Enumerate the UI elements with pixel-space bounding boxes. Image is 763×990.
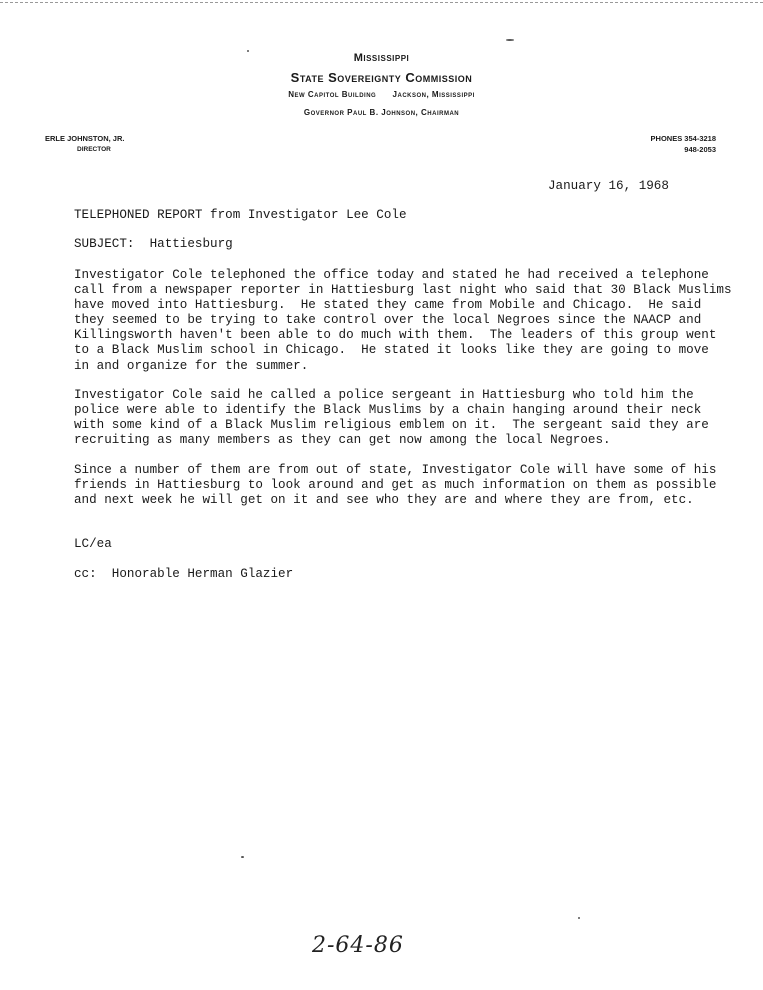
letterhead-state: Mississippi — [353, 52, 410, 64]
director-title: DIRECTOR — [77, 146, 111, 153]
letterhead-governor: Governor Paul B. Johnson, Chairman — [303, 108, 460, 117]
letter-date: January 16, 1968 — [548, 179, 669, 193]
scan-speck — [241, 856, 244, 858]
handwritten-file-number: 2-64-86 — [312, 933, 404, 958]
scan-speck — [506, 39, 514, 41]
letterhead-commission: State Sovereignty Commission — [290, 70, 473, 85]
director-name: ERLE JOHNSTON, JR. — [45, 134, 125, 143]
paragraph-2: Investigator Cole said he called a police sergeant in Hattiesburg who told him the police were able to identify the Black Muslims by a chain hanging around their neck with some kind of a Black Muslim religious emblem on it. The sergeant said they are recruiting as many members as they can get now among the local Negroes. — [74, 388, 709, 448]
report-heading: TELEPHONED REPORT from Investigator Lee Cole — [74, 208, 407, 222]
scan-speck — [578, 917, 580, 919]
phones-line-2: 948-2053 — [684, 145, 716, 154]
phones-block — [651, 133, 716, 155]
typist-initials: LC/ea — [74, 537, 112, 551]
subject-line: SUBJECT: Hattiesburg — [74, 237, 233, 251]
scan-speck — [247, 50, 249, 52]
letterhead-address: New Capitol Building Jackson, Mississippi — [288, 90, 475, 99]
director-block — [45, 133, 124, 155]
paragraph-1: Investigator Cole telephoned the office today and stated he had received a telephone call from a newspaper reporter in Hattiesburg last night who said that 30 Black Muslims have moved into Hattiesburg. He stated they came from Mobile and Chicago. He said they seemed to be trying to take control over the local Negroes since the NAACP and Killingsworth haven't been able to do much with them. The leaders of this group went to a Black Muslim school in Chicago. He stated it looks like they are going to move in and organize for the summer. — [74, 268, 732, 373]
paragraph-3: Since a number of them are from out of state, Investigator Cole will have some of his friends in Hattiesburg to look around and get as much information on them as possible and next week he will get on it and see who they are and where they are from, etc. — [74, 463, 717, 508]
scan-edge-rule — [0, 2, 763, 3]
cc-line: cc: Honorable Herman Glazier — [74, 567, 294, 581]
phones-line-1: PHONES 354-3218 — [650, 134, 716, 143]
